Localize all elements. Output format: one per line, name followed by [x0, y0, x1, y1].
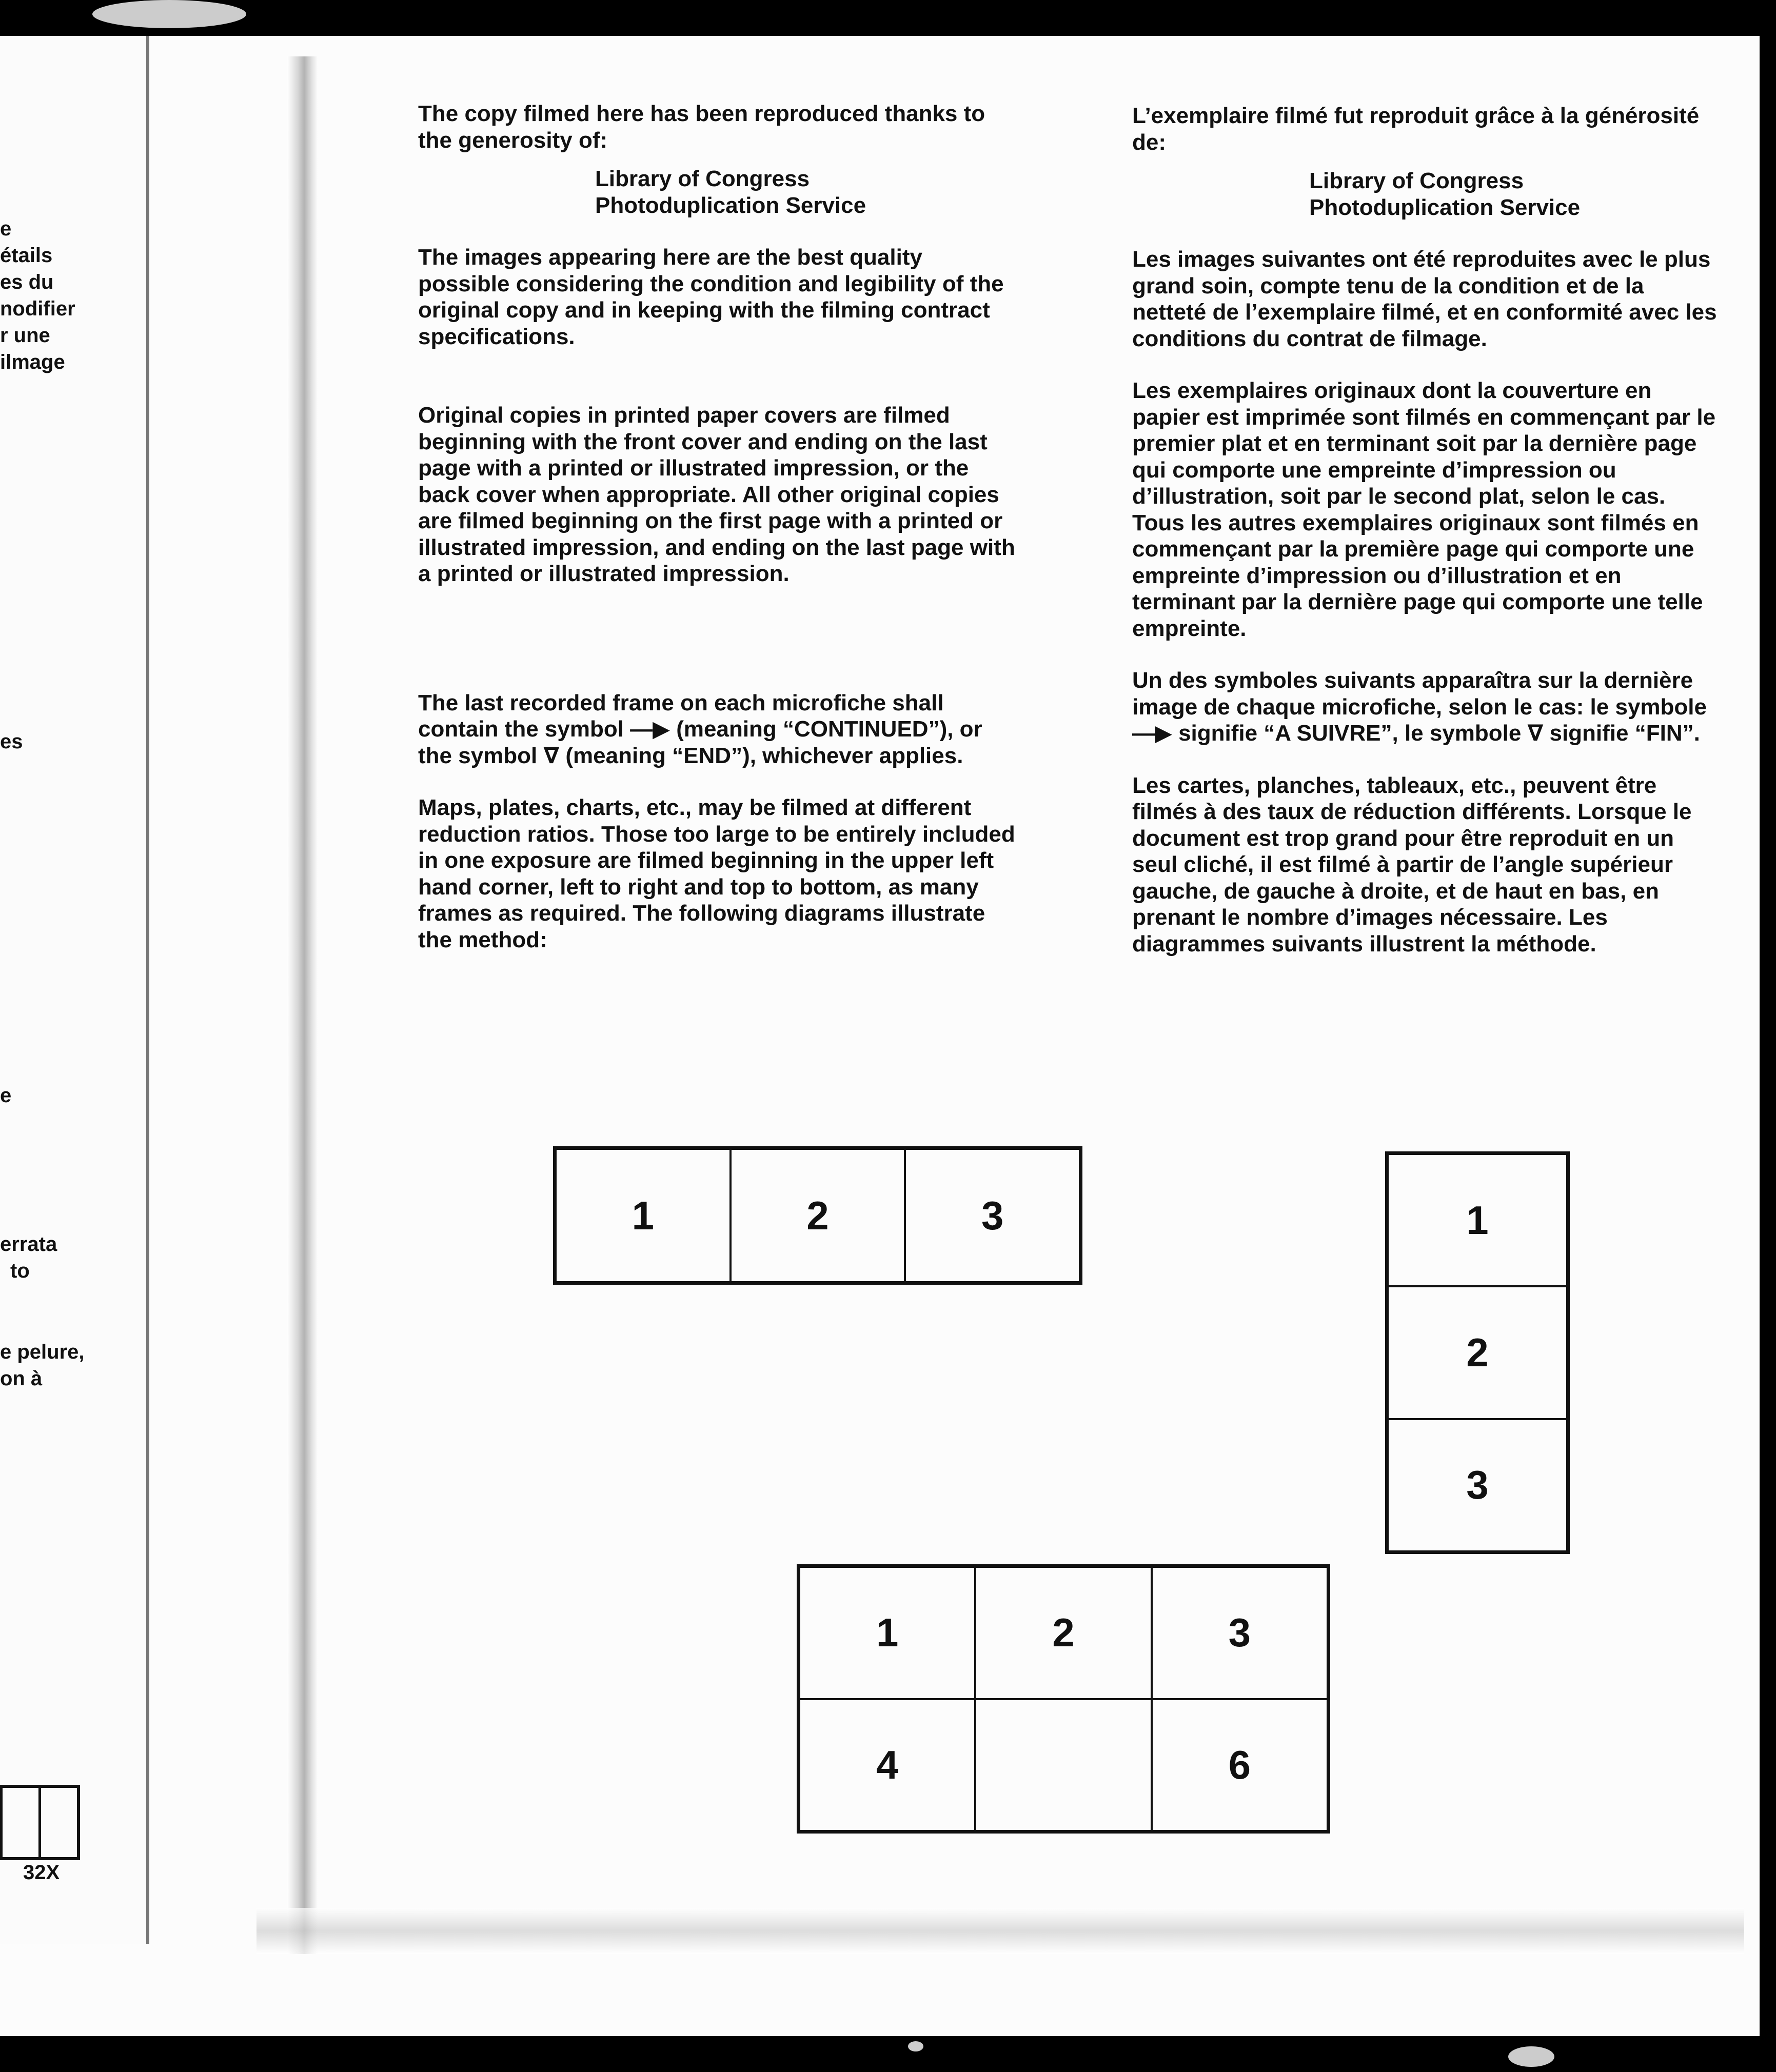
english-service: Photoduplication Service — [595, 192, 866, 218]
english-quality: The images appearing here are the best quality possible considering the condition and legibility of the original copy and in keeping with the filming contract specifications. — [418, 245, 1004, 349]
scan-noise — [92, 0, 246, 28]
english-institution: Library of Congress — [595, 166, 810, 191]
resolution-target-boxes — [0, 1785, 80, 1860]
frame-cell-damaged — [975, 1699, 1151, 1831]
left-fragment: e — [0, 1084, 12, 1107]
left-fragment: es — [0, 730, 23, 753]
page-fold-shadow — [287, 56, 318, 1954]
english-maps: Maps, plates, charts, etc., may be filmed at different reduction ratios. Those too large to be entirely included in one exposure are filmed beginning in the upper left hand corner, left to right and top to bottom, as many frames as required. The following diagrams illustrate the method: — [418, 795, 1015, 952]
frame-cell: 1 — [556, 1149, 731, 1282]
left-fragment: e — [0, 217, 12, 240]
frame-cell: 3 — [905, 1149, 1080, 1282]
english-intro: The copy filmed here has been reproduced thanks to the generosity of: — [418, 101, 985, 153]
frame-cell: 4 — [799, 1699, 975, 1831]
left-fragment: es du — [0, 271, 54, 293]
grid-frame-diagram — [797, 1564, 1330, 1834]
bottom-edge-shadow — [256, 1908, 1744, 1954]
french-maps: Les cartes, planches, tableaux, etc., peuvent être filmés à des taux de réduction différents. Lorsque le document est trop grand pour être reproduit en un seul cliché, il est filmé à partir de l’angle supérieur gauche, de gauche à droite, et de haut en bas, en prenant le nombre d’images nécessaire. Les diagrammes suivants illustrent la méthode. — [1132, 772, 1692, 957]
left-fragment: ilmage — [0, 351, 65, 373]
scan-noise — [908, 2041, 923, 2051]
french-symbols: Un des symboles suivants apparaîtra sur la dernière image de chaque microfiche, selon le cas: le symbole —▶ signifie “A SUIVRE”, le symbole ∇ signifie “FIN”. — [1132, 668, 1707, 746]
left-fragment: étails — [0, 244, 53, 267]
frame-cell: 1 — [1388, 1154, 1567, 1286]
french-institution: Library of Congress — [1309, 168, 1524, 193]
reduction-ratio-label: 32X — [23, 1861, 60, 1884]
vertical-frame-diagram — [1385, 1151, 1570, 1554]
left-fragment: e pelure, — [0, 1341, 85, 1363]
frame-cell: 1 — [799, 1567, 975, 1699]
french-quality: Les images suivantes ont été reproduites avec le plus grand soin, compte tenu de la condition et de la netteté de l’exemplaire filmé, et en conformité avec les conditions du contrat de filmage. — [1132, 247, 1717, 351]
left-fragment: nodifier — [0, 297, 75, 320]
left-fragment: on à — [0, 1367, 43, 1390]
left-fragment: to — [10, 1260, 30, 1282]
left-fragment: r une — [0, 324, 50, 347]
frame-cell: 2 — [731, 1149, 905, 1282]
french-originals: Les exemplaires originaux dont la couverture en papier est imprimée sont filmés en commençant par le premier plat et en terminant soit par la dernière page qui comporte une empreinte d’impression ou d’illustration, soit par le second plat, selon le cas. Tous les autres exemplaires originaux sont filmés en commençant par la première page qui comporte une empreinte d’impression ou d’illustration et en terminant par la dernière page qui comporte une telle empreinte. — [1132, 378, 1716, 641]
scan-noise — [1508, 2046, 1554, 2067]
frame-cell: 2 — [975, 1567, 1151, 1699]
frame-cell: 6 — [1152, 1699, 1328, 1831]
french-intro: L’exemplaire filmé fut reproduit grâce à la générosité de: — [1132, 103, 1700, 155]
english-column — [418, 101, 1018, 953]
french-column — [1132, 103, 1717, 957]
frame-cell: 2 — [1388, 1286, 1567, 1419]
french-service: Photoduplication Service — [1309, 194, 1581, 220]
english-originals: Original copies in printed paper covers are filmed beginning with the front cover and ending on the last page with a printed or illustrated impression, or the back cover when appropriate. All other original copies are filmed beginning on the first page with a printed or illustrated impression, and ending on the last page with a printed or illustrated impression. — [418, 403, 1015, 586]
frame-cell: 3 — [1388, 1419, 1567, 1551]
left-fragment: errata — [0, 1233, 57, 1256]
english-symbols: The last recorded frame on each microfiche shall contain the symbol —▶ (meaning “CONTINUED”), or the symbol ∇ (meaning “END”), whichever applies. — [418, 690, 982, 768]
frame-cell: 3 — [1152, 1567, 1328, 1699]
horizontal-frame-diagram — [553, 1146, 1082, 1285]
